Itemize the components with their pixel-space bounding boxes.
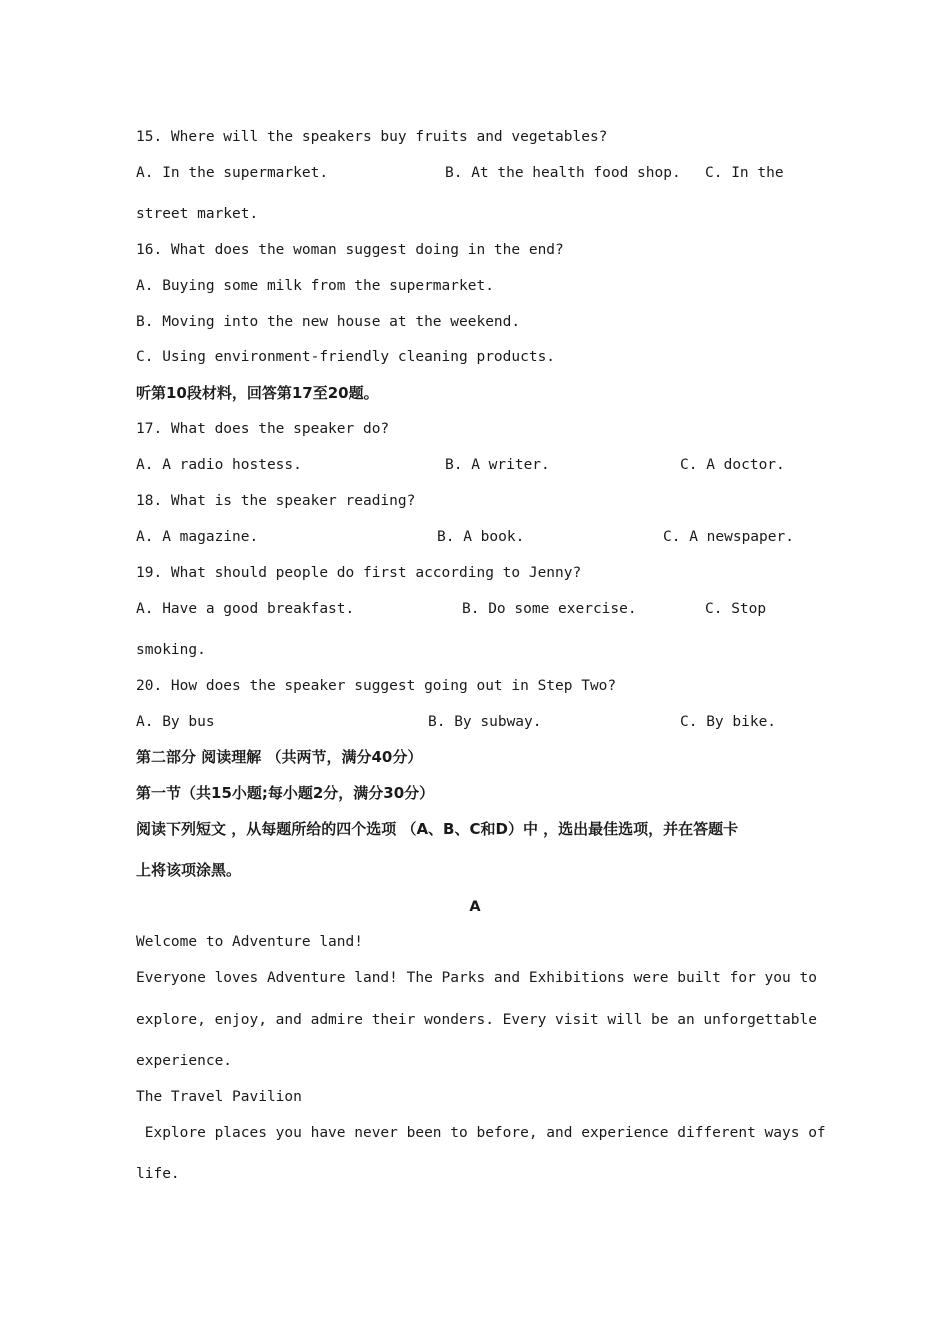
question-18: 18. What is the speaker reading? <box>136 493 416 509</box>
question-20: 20. How does the speaker suggest going out in Step Two? <box>136 678 617 694</box>
q19-option-c-continued: smoking. <box>136 642 206 658</box>
q17-option-c: C. A doctor. <box>680 457 785 473</box>
question-19: 19. What should people do first according to Jenny? <box>136 565 582 581</box>
passage-label: A <box>469 899 481 915</box>
passage-paragraph-1-line-1: Everyone loves Adventure land! The Parks and Exhibitions were built for you to <box>136 970 817 986</box>
q20-option-b: B. By subway. <box>428 714 542 730</box>
passage-heading-travel-pavilion: The Travel Pavilion <box>136 1089 302 1105</box>
q16-option-a: A. Buying some milk from the supermarket. <box>136 278 494 294</box>
q18-option-b: B. A book. <box>437 529 525 545</box>
q15-option-c-continued: street market. <box>136 206 259 222</box>
q20-option-a: A. By bus <box>136 714 215 730</box>
question-17: 17. What does the speaker do? <box>136 421 390 437</box>
q16-option-b: B. Moving into the new house at the weekend. <box>136 314 521 330</box>
q16-option-c: C. Using environment-friendly cleaning products. <box>136 349 556 365</box>
q17-option-b: B. A writer. <box>445 457 550 473</box>
question-15: 15. Where will the speakers buy fruits and vegetables? <box>136 129 608 145</box>
instructions-line-1: 阅读下列短文 ，从每题所给的四个选项 （A、B、C和D）中 ，选出最佳选项，并在答题卡 <box>136 820 739 838</box>
question-16: 16. What does the woman suggest doing in the end? <box>136 242 564 258</box>
q19-option-a: A. Have a good breakfast. <box>136 601 355 617</box>
passage-paragraph-1-line-3: experience. <box>136 1053 233 1069</box>
part-2-heading: 第二部分 阅读理解 （共两节，满分40分） <box>136 748 423 766</box>
q18-option-a: A. A magazine. <box>136 529 259 545</box>
passage-welcome: Welcome to Adventure land! <box>136 934 363 950</box>
q15-option-b: B. At the health food shop. <box>445 165 681 181</box>
q20-option-c: C. By bike. <box>680 714 777 730</box>
instructions-line-2: 上将该项涂黑。 <box>136 861 242 879</box>
q17-option-a: A. A radio hostess. <box>136 457 302 473</box>
q19-option-c: C. Stop <box>705 601 767 617</box>
passage-paragraph-1-line-2: explore, enjoy, and admire their wonders. Every visit will be an unforgettable <box>136 1012 817 1028</box>
passage-paragraph-2-line-2: life. <box>136 1166 180 1182</box>
section-10-heading: 听第10段材料，回答第17至20题。 <box>136 384 379 402</box>
passage-paragraph-2-line-1: Explore places you have never been to before, and experience different ways of <box>136 1125 826 1141</box>
q15-option-c: C. In the <box>705 165 784 181</box>
q18-option-c: C. A newspaper. <box>663 529 794 545</box>
section-1-heading: 第一节（共15小题;每小题2分，满分30分） <box>136 784 435 802</box>
q15-option-a: A. In the supermarket. <box>136 165 329 181</box>
q19-option-b: B. Do some exercise. <box>462 601 637 617</box>
